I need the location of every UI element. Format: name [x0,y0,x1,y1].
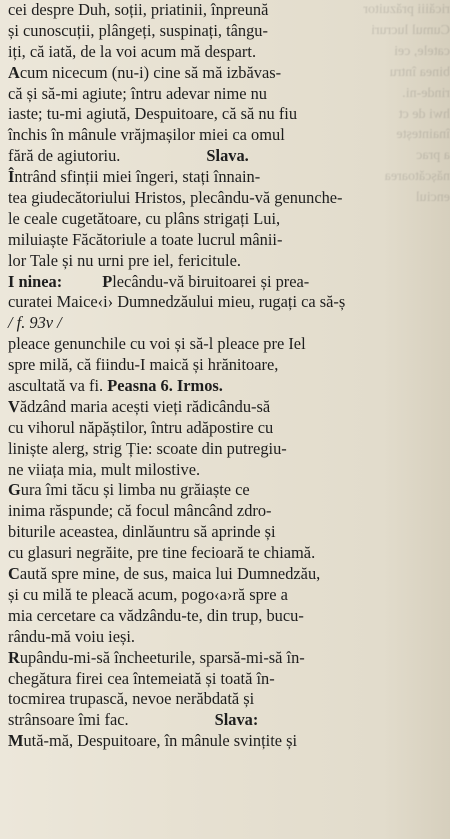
text-line [8,42,442,63]
line-text: și cunoscuții, plângeți, suspinați, tângu- [8,20,268,40]
line-text: inima răspunde; că focul mâncând zdro- [8,501,272,521]
line-text: cum nicecum (nu-i) cine să mă izbăvas- [19,62,282,82]
line-text: și cu milă te pleacă acum, pogo‹a›ră spre a [8,584,288,604]
ode-heading: Peasna 6. Irmos. [107,376,223,396]
initial-letter: A [8,62,20,82]
line-text: pleace genunchile cu voi și să-l pleace pre Iel [8,334,306,354]
initial-letter: P [102,271,113,291]
text-line [8,397,442,418]
text-line [8,272,442,293]
line-text: spre milă, că fiindu-I maică și hrănitoare, [8,355,279,375]
initial-letter: M [8,731,24,751]
line-text: aută spre mine, de sus, maica lui Dumnedzău, [19,564,321,584]
text-line [8,230,442,251]
line-text: rându-mă voiu ieși. [8,626,135,646]
text-line [8,669,442,690]
bleed-through-text: ricăiii prăzuitor Cumul lucruri catele, cei binea întru rinde-ni. hwi de ct înaintește a prac nășcătoarea enciul [363,2,450,206]
text-line [8,188,442,209]
text-line [8,627,442,648]
text-line [8,355,442,376]
line-text: cei despre Duh, soții, priatinii, înpreună [8,0,269,19]
text-line [8,501,442,522]
line-text: upându-mi-să încheeturile, sparsă-mi-să în- [19,647,305,667]
text-line [8,63,442,84]
line-text: le ceale cugetătoare, cu plâns strigați Lui, [8,208,281,228]
initial-letter: G [8,480,21,500]
text-line [8,648,442,669]
text-line [8,251,442,272]
initial-letter: C [8,564,20,584]
line-text: ascultată va fi. [8,376,104,396]
text-line [8,564,442,585]
text-line [8,125,442,146]
line-text: cu glasuri negrăite, pre tine fecioară te chiamă. [8,543,316,563]
line-text: curatei Maice‹i› Dumnedzăului mieu, rugați ca să-ș [8,292,346,312]
line-text: liniște alerg, strig Ție: scoate din putregiu- [8,438,287,458]
line-text: fără de agiutoriu. [8,146,121,166]
text-line [8,606,442,627]
line-text: biturile aceastea, dinlăuntru să aprinde și [8,522,276,542]
line-text: că și să-mi agiute; întru adevar nime nu [8,83,267,103]
text-line [8,0,442,21]
line-text: lor Tale și nu urni pre iel, fericitule. [8,250,241,270]
line-text: închis în mânule vrăjmașilor miei ca omul [8,125,285,145]
text-line [8,84,442,105]
text-line [8,292,442,313]
line-text: ura îmi tăcu și limba nu grăiaște ce [20,480,250,500]
line-text: miluiaște Făcătoriule a toate lucrul mânii- [8,229,283,249]
text-line [8,585,442,606]
text-line [8,167,442,188]
line-text: ntrând sfinții miei îngeri, stați înnain- [14,167,261,187]
text-line [8,460,442,481]
text-line [8,146,442,167]
document-text [8,0,442,752]
line-text: cu vihorul năpăștilor, întru adăpostire cu [8,417,274,437]
line-text: ută-mă, Despuitoare, în mânule svințite și [23,731,298,751]
line-text: iaste; tu-mi agiută, Despuitoare, că să nu fiu [8,104,298,124]
initial-letter: Î [8,167,15,187]
text-line [8,522,442,543]
text-line [8,21,442,42]
line-text: ădzând maria acești vieți rădicându-să [19,396,271,416]
text-line [8,104,442,125]
initial-letter: R [8,647,20,667]
text-line [8,439,442,460]
text-line [8,710,442,731]
slava-rubric: Slava: [214,710,259,730]
folio-marker: / f. 93v / [8,313,62,333]
text-line [8,376,442,397]
line-text: chegătura firei cea întemeiată și toată în- [8,668,275,688]
text-line [8,689,442,710]
text-line [8,731,442,752]
text-line [8,313,442,334]
line-text: lecându-vă biruitoarei și prea- [112,271,310,291]
line-text: mia cercetare ca vădzându-te, din trup, bucu- [8,605,304,625]
line-text: iți, că iată, de la voi acum mă despart. [8,41,257,61]
line-text: strânsoare îmi fac. [8,710,129,730]
text-line [8,543,442,564]
rubric-label: I ninea: [8,271,63,291]
text-line [8,334,442,355]
line-text: tea giudecătoriului Hristos, plecându-vă genunche- [8,188,343,208]
initial-letter: V [8,396,20,416]
text-line [8,418,442,439]
line-text: tocmirea trupască, nevoe nerăbdată și [8,689,255,709]
slava-rubric: Slava. [206,146,249,166]
text-line [8,480,442,501]
text-line [8,209,442,230]
line-text: ne viiața mia, mult milostive. [8,459,201,479]
